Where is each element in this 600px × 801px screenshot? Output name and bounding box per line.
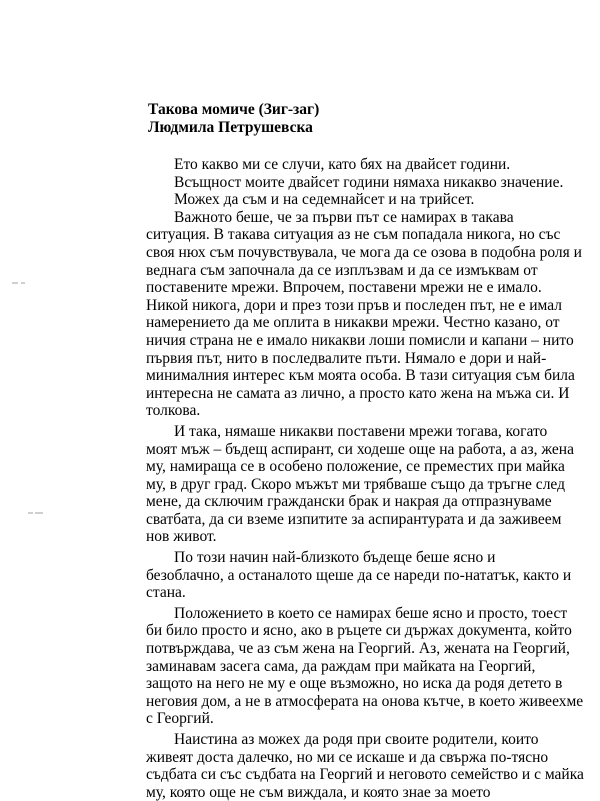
text-line: минималния интерес към моята особа. В тази ситуация съм била <box>146 367 575 385</box>
text-line: би било просто и ясно, ако в ръцете си държах документа, който <box>146 622 572 640</box>
text-line: съдбата си със съдбата на Георгий и неговото семейство и с майка <box>146 766 584 784</box>
scan-artifact <box>28 510 44 516</box>
text-line: му, която още не съм виждала, и която знае за моето <box>146 783 491 801</box>
text-line: неговия дом, а не в атмосферата на онова кътче, в което живеехме <box>146 692 584 710</box>
text-line: поставените мрежи. Впрочем, поставени мрежи не е имало. <box>146 279 542 297</box>
text-line: безоблачно, а останалото щеше да се нареди по-нататък, както и <box>146 566 572 584</box>
text-line: намерението да ме оплита в никакви мрежи. Честно казано, от <box>146 314 560 332</box>
text-line: му, в друг град. Скоро мъжът ми трябваше също да тръгне след <box>146 475 565 493</box>
text-line: Наистина аз можех да родя при своите родители, които <box>174 731 539 748</box>
text-line: мене, да сключим граждански брак и накрая да отпразнуваме <box>146 493 552 511</box>
text-line: първия път, нито в последвалите пъти. Нямало е дори и най- <box>146 349 547 367</box>
scan-artifact <box>12 280 26 286</box>
text-line: Положението в което се намирах беше ясно и просто, тоест <box>174 604 568 622</box>
text-line: своя нюх съм почувствувала, че мога да се озова в подобна роля и <box>146 243 582 261</box>
text-line: Важното беше, че за първи път се намирах в такава <box>174 208 514 226</box>
text-line: интересна не самата аз лично, а просто като жена на мъжа си. И <box>146 384 570 402</box>
text-line: защото на него не му е още възможно, но иска да родя детето в <box>146 675 563 693</box>
text-line: веднага съм започнала да се изплъзвам и да се измъквам от <box>146 261 538 279</box>
document-author: Людмила Петрушевска <box>148 119 313 136</box>
text-line: му, намираща се в особено положение, се преместих при майка <box>146 458 565 476</box>
text-line: ничия страна не е имало никакви лоши помисли и капани – нито <box>146 331 574 349</box>
text-line: Ето какво ми се случи, като бях на двайсет години. <box>174 156 511 173</box>
text-line: живеят доста далечко, но ми се искаше и да свържа по-тясно <box>146 748 549 766</box>
text-line: По този начин най-близкото бъдеще беше ясно и <box>174 549 496 567</box>
text-line: стана. <box>146 584 186 602</box>
document-title: Такова момиче (Зиг-заг) <box>148 101 320 118</box>
text-line: потвърждава, че аз съм жена на Георгий. Аз, жената на Георгий, <box>146 640 570 658</box>
text-line: Никой никога, дори и през този пръв и последен път, не е имал <box>146 296 562 314</box>
text-line: сватбата, да си вземе изпитите за аспирантурата и да заживеем <box>146 510 562 528</box>
body-text <box>146 156 584 801</box>
title-block <box>148 101 319 137</box>
text-line: толкова. <box>146 402 201 420</box>
text-line: И така, нямаше никакви поставени мрежи тогава, когато <box>174 422 548 440</box>
text-line: Всъщност моите двайсет години нямаха никакво значение. <box>174 173 564 191</box>
text-line: заминавам засега сама, да раждам при майката на Георгий, <box>146 657 536 675</box>
text-line: Можех да съм и на седемнайсет и на трийсет. <box>174 191 475 209</box>
text-line: нов живот. <box>146 528 217 546</box>
text-line: с Георгий. <box>146 710 214 728</box>
text-line: ситуация. В такава ситуация аз не съм попадала никога, но със <box>146 226 561 244</box>
text-line: моят мъж – бъдещ аспирант, си ходеше още на работа, а аз, жена <box>146 440 574 458</box>
